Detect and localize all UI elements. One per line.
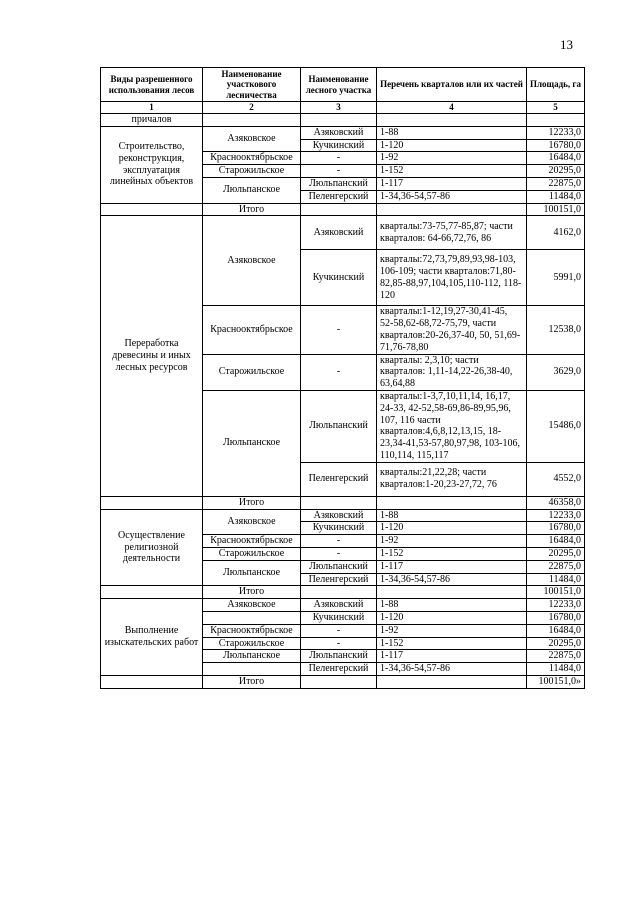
quarters-cell: 1-120 xyxy=(377,139,527,152)
area-cell: 4552,0 xyxy=(527,462,585,496)
empty-cell xyxy=(377,496,527,509)
empty-cell xyxy=(301,114,377,127)
header-quarters: Перечень кварталов или их частей xyxy=(377,68,527,102)
area-cell: 11484,0 xyxy=(527,190,585,203)
total-row xyxy=(101,586,585,599)
column-number: 5 xyxy=(527,102,585,114)
quarters-cell: 1-117 xyxy=(377,560,527,573)
total-row xyxy=(101,675,585,688)
plot-cell: Пелeнгерский xyxy=(301,190,377,203)
plot-cell: Азяковский xyxy=(301,509,377,522)
total-row xyxy=(101,203,585,216)
area-cell: 16484,0 xyxy=(527,535,585,548)
plot-cell: - xyxy=(301,637,377,650)
quarters-cell: 1-120 xyxy=(377,611,527,624)
forestry-cell: Азяковское xyxy=(203,126,301,152)
empty-cell xyxy=(301,496,377,509)
quarters-cell: кварталы:72,73,79,89,93,98-103, 106-109; части кварталов:71,80-82,85-88,97,104,105,110-112, 118-120 xyxy=(377,250,527,306)
table-row xyxy=(101,599,585,612)
plot-cell: Пелeнгерский xyxy=(301,573,377,586)
area-cell: 11484,0 xyxy=(527,573,585,586)
total-label: Итого xyxy=(203,586,301,599)
plot-cell: - xyxy=(301,535,377,548)
total-value: 100151,0 xyxy=(527,586,585,599)
use-type-cell: Строительство, реконструкция, эксплуатация линейных объектов xyxy=(101,126,203,203)
quarters-cell: 1-88 xyxy=(377,509,527,522)
quarters-cell: кварталы:73-75,77-85,87; части кварталов: 64-66,72,76, 86 xyxy=(377,216,527,250)
quarters-cell: 1-152 xyxy=(377,165,527,178)
empty-cell xyxy=(301,203,377,216)
column-number: 4 xyxy=(377,102,527,114)
forestry-cell: Люльпанское xyxy=(203,560,301,586)
use-type-cell: Переработка древесины и иных лесных ресурсов xyxy=(101,216,203,496)
plot-cell: - xyxy=(301,354,377,390)
empty-cell xyxy=(101,675,203,688)
total-value: 100151,0» xyxy=(527,675,585,688)
table-row xyxy=(101,216,585,250)
area-cell: 16484,0 xyxy=(527,624,585,637)
area-cell: 22875,0 xyxy=(527,650,585,663)
column-number: 3 xyxy=(301,102,377,114)
forestry-cell xyxy=(203,663,301,676)
quarters-cell: 1-152 xyxy=(377,547,527,560)
forestry-cell: Азяковское xyxy=(203,509,301,535)
plot-cell: Кучкинский xyxy=(301,522,377,535)
total-value: 46358,0 xyxy=(527,496,585,509)
forestry-cell: Краснооктябрьское xyxy=(203,152,301,165)
empty-cell xyxy=(101,586,203,599)
area-cell: 16780,0 xyxy=(527,139,585,152)
area-cell: 20295,0 xyxy=(527,547,585,560)
forestry-cell: Люльпанское xyxy=(203,177,301,203)
area-cell: 16484,0 xyxy=(527,152,585,165)
header-area: Площадь, га xyxy=(527,68,585,102)
use-type-cell: Осуществление религиозной деятельности xyxy=(101,509,203,586)
quarters-cell: 1-117 xyxy=(377,177,527,190)
area-cell: 11484,0 xyxy=(527,663,585,676)
total-label: Итого xyxy=(203,496,301,509)
quarters-cell: 1-120 xyxy=(377,522,527,535)
empty-cell xyxy=(377,586,527,599)
forestry-cell: Краснооктябрьское xyxy=(203,624,301,637)
empty-cell xyxy=(203,114,301,127)
forestry-cell: Старожильское xyxy=(203,637,301,650)
forestry-cell: Старожильское xyxy=(203,354,301,390)
empty-cell xyxy=(101,203,203,216)
area-cell: 15486,0 xyxy=(527,390,585,462)
empty-cell xyxy=(527,114,585,127)
plot-cell: Азяковский xyxy=(301,216,377,250)
quarters-cell: 1-34,36-54,57-86 xyxy=(377,663,527,676)
forestry-cell: Азяковское xyxy=(203,599,301,612)
empty-cell xyxy=(301,675,377,688)
header-forestry: Наименование участкового лесничества xyxy=(203,68,301,102)
column-number: 1 xyxy=(101,102,203,114)
total-label: Итого xyxy=(203,675,301,688)
area-cell: 3629,0 xyxy=(527,354,585,390)
area-cell: 22875,0 xyxy=(527,177,585,190)
table-body xyxy=(101,114,585,689)
page-number: 13 xyxy=(560,37,573,52)
plot-cell: Азяковский xyxy=(301,126,377,139)
area-cell: 16780,0 xyxy=(527,522,585,535)
column-number-row xyxy=(101,102,585,114)
plot-cell: Люльпанский xyxy=(301,560,377,573)
empty-cell xyxy=(101,496,203,509)
quarters-cell: 1-92 xyxy=(377,624,527,637)
header-use: Виды разрешенного использования лесов xyxy=(101,68,203,102)
empty-cell xyxy=(377,114,527,127)
forestry-cell: Краснооктябрьское xyxy=(203,535,301,548)
forestry-cell: Люльпанское xyxy=(203,650,301,663)
forestry-cell: Краснооктябрьское xyxy=(203,306,301,354)
total-label: Итого xyxy=(203,203,301,216)
column-number: 2 xyxy=(203,102,301,114)
plot-cell: - xyxy=(301,547,377,560)
quarters-cell: 1-34,36-54,57-86 xyxy=(377,573,527,586)
empty-cell xyxy=(377,203,527,216)
area-cell: 12233,0 xyxy=(527,599,585,612)
plot-cell: Кучкинский xyxy=(301,139,377,152)
header-row xyxy=(101,68,585,102)
area-cell: 5991,0 xyxy=(527,250,585,306)
forestry-cell: Люльпанское xyxy=(203,390,301,496)
area-cell: 4162,0 xyxy=(527,216,585,250)
forestry-cell: Азяковское xyxy=(203,216,301,306)
plot-cell: Люльпанский xyxy=(301,650,377,663)
quarters-cell: кварталы:21,22,28; части кварталов:1-20,23-27,72, 76 xyxy=(377,462,527,496)
quarters-cell: кварталы:1-12,19,27-30,41-45, 52-58,62-68,72-75,79, части кварталов:20-26,37-40, 50, 51,69-71,76-78,80 xyxy=(377,306,527,354)
quarters-cell: кварталы: 2,3,10; части кварталов: 1,11-14,22-26,38-40, 63,64,88 xyxy=(377,354,527,390)
plot-cell: - xyxy=(301,624,377,637)
area-cell: 20295,0 xyxy=(527,165,585,178)
plot-cell: Азяковский xyxy=(301,599,377,612)
area-cell: 12233,0 xyxy=(527,509,585,522)
empty-cell xyxy=(301,586,377,599)
carry-over-row xyxy=(101,114,585,127)
area-cell: 20295,0 xyxy=(527,637,585,650)
total-value: 100151,0 xyxy=(527,203,585,216)
plot-cell: Пелeнгерский xyxy=(301,663,377,676)
area-cell: 12538,0 xyxy=(527,306,585,354)
plot-cell: Кучкинский xyxy=(301,250,377,306)
header-plot: Наименование лесного участка xyxy=(301,68,377,102)
empty-cell xyxy=(377,675,527,688)
use-type-cell: Выполнение изыскательских работ xyxy=(101,599,203,676)
plot-cell: - xyxy=(301,152,377,165)
quarters-cell: 1-92 xyxy=(377,535,527,548)
quarters-cell: 1-88 xyxy=(377,126,527,139)
quarters-cell: 1-34,36-54,57-86 xyxy=(377,190,527,203)
area-cell: 12233,0 xyxy=(527,126,585,139)
area-cell: 16780,0 xyxy=(527,611,585,624)
quarters-cell: 1-117 xyxy=(377,650,527,663)
table-row xyxy=(101,126,585,139)
quarters-cell: 1-88 xyxy=(377,599,527,612)
plot-cell: Люльпанский xyxy=(301,390,377,462)
plot-cell: - xyxy=(301,165,377,178)
carry-over-text: причалов xyxy=(101,114,203,127)
quarters-cell: 1-152 xyxy=(377,637,527,650)
forestry-cell: Старожильское xyxy=(203,165,301,178)
forestry-cell: Старожильское xyxy=(203,547,301,560)
forest-use-table xyxy=(100,67,585,689)
quarters-cell: кварталы:1-3,7,10,11,14, 16,17, 24-33, 42-52,58-69,86-89,95,96, 107, 116 части кварталов:4,6,8,12,13,15, 18-23,34-41,53-57,80,97,98, 103-106, 110,114, 115,117 xyxy=(377,390,527,462)
plot-cell: Люльпанский xyxy=(301,177,377,190)
forestry-cell xyxy=(203,611,301,624)
quarters-cell: 1-92 xyxy=(377,152,527,165)
table-row xyxy=(101,509,585,522)
plot-cell: Пелeнгерский xyxy=(301,462,377,496)
area-cell: 22875,0 xyxy=(527,560,585,573)
plot-cell: - xyxy=(301,306,377,354)
total-row xyxy=(101,496,585,509)
plot-cell: Кучкинский xyxy=(301,611,377,624)
